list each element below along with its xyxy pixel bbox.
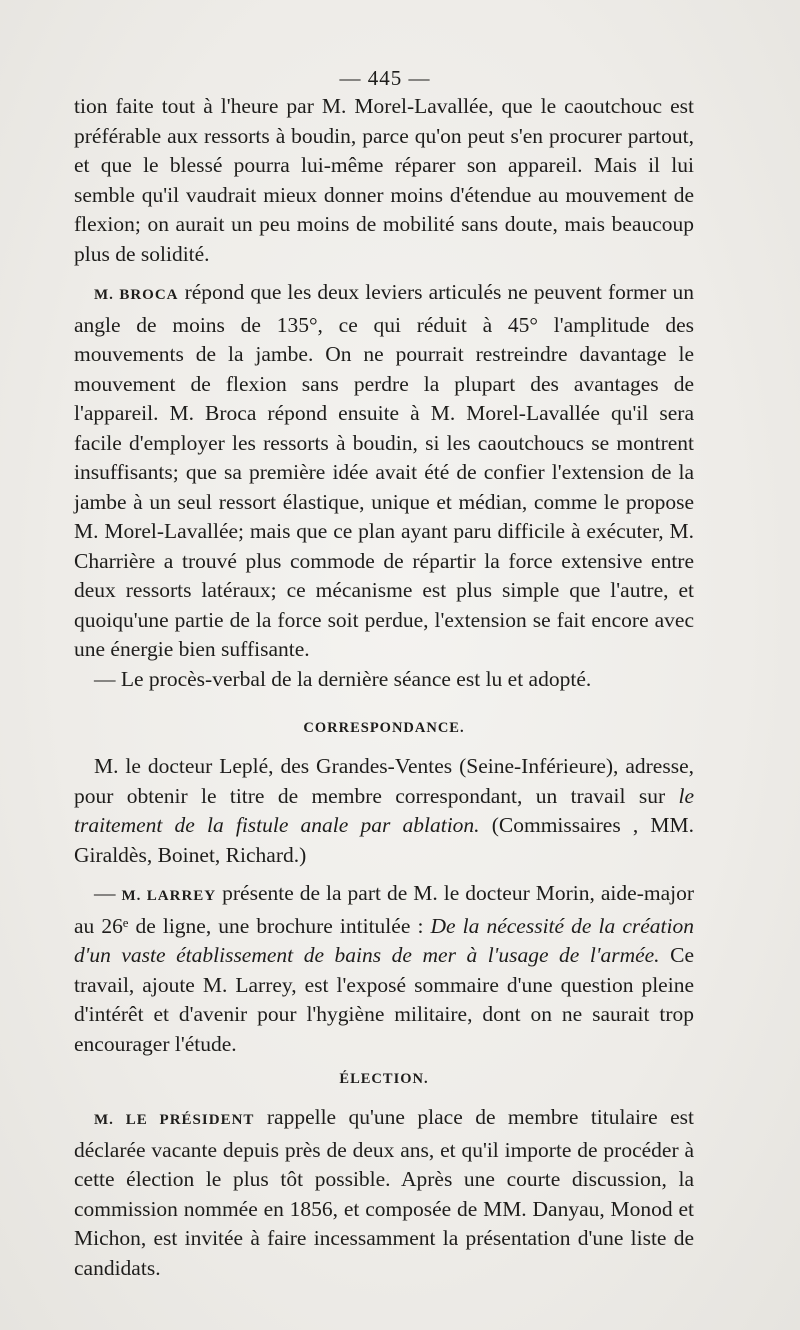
- paragraph-larrey: [74, 879, 694, 1059]
- speaker-name: M. BROCA: [94, 287, 179, 303]
- paragraph-text: M. le docteur Leplé, des Grandes-Ventes (Seine-Inférieure), adresse, pour obtenir le titre de membre correspondant, un travail sur: [74, 754, 694, 808]
- section-heading-election: ÉLECTION.: [339, 1071, 429, 1087]
- page-body: [74, 92, 694, 1283]
- dash: —: [94, 881, 122, 905]
- paragraph-text: Ce travail, ajoute M. Larrey, est l'exposé sommaire d'une question pleine d'intérêt et d'avenir pour l'hygiène militaire, dont on ne saurait trop encourager l'étude.: [74, 943, 694, 1056]
- paragraph-text: (Commissaires , MM. Giraldès, Boinet, Richard.): [74, 813, 694, 867]
- paragraph-leple: [74, 752, 694, 870]
- speaker-name: M. LE PRÉSIDENT: [94, 1112, 255, 1128]
- section-heading-correspondance: CORRESPONDANCE.: [303, 720, 465, 736]
- paragraph-broca-reply: [74, 278, 694, 665]
- work-title: De la nécessité de la création d'un vaste établissement de bains de mer à l'usage de l'armée.: [74, 913, 694, 967]
- paragraph-text: présente de la part de M. le docteur Morin, aide-major au 26ᵉ de ligne, une brochure intitulée :: [74, 881, 694, 938]
- paragraph-proces-verbal: — Le procès-verbal de la dernière séance est lu et adopté.: [94, 666, 592, 691]
- paragraph-continuation: tion faite tout à l'heure par M. Morel-Lavallée, que le caoutchouc est préférable aux ressorts à boudin, parce qu'on peut s'en procurer partout, et que le blessé pourra lui-même réparer son appareil. Mais il lui semble qu'il vaudrait mieux donner moins d'étendue au mouvement de flexion; on aurait un peu moins de mobilité sans doute, mais beaucoup plus de solidité.: [74, 94, 694, 266]
- page-number: — 445 —: [339, 66, 431, 90]
- speaker-name: M. LARREY: [121, 888, 217, 904]
- work-title: le traitement de la fistule anale par ablation.: [74, 783, 694, 837]
- paragraph-president: [74, 1103, 694, 1283]
- paragraph-text: répond que les deux leviers articulés ne peuvent former un angle de moins de 135°, ce qui réduit à 45° l'amplitude des mouvements de la jambe. On ne pourrait restreindre davantage le mouvement de flexion sans perdre la plupart des avantages de l'appareil. M. Broca répond ensuite à M. Morel-Lavallée qu'il sera facile d'employer les ressorts à boudin, si les caoutchoucs se montrent insuffisants; que sa première idée avait été de confier l'extension de la jambe à un seul ressort élastique, unique et médian, comme le propose M. Morel-Lavallée; mais que ce plan ayant paru difficile à exécuter, M. Charrière a trouvé plus commode de répartir la force extensive entre deux ressorts latéraux; ce mécanisme est plus simple que l'autre, et quoiqu'une partie de la force soit perdue, l'extension se fait encore avec une énergie bien suffisante.: [74, 280, 694, 661]
- paragraph-text: rappelle qu'une place de membre titulaire est déclarée vacante depuis près de deux ans, et qu'il importe de procéder à cette élection le plus tôt possible. Après une courte discussion, la commission nommée en 1856, et composée de MM. Danyau, Monod et Michon, est invitée à faire incessamment la présentation d'une liste de candidats.: [74, 1105, 695, 1280]
